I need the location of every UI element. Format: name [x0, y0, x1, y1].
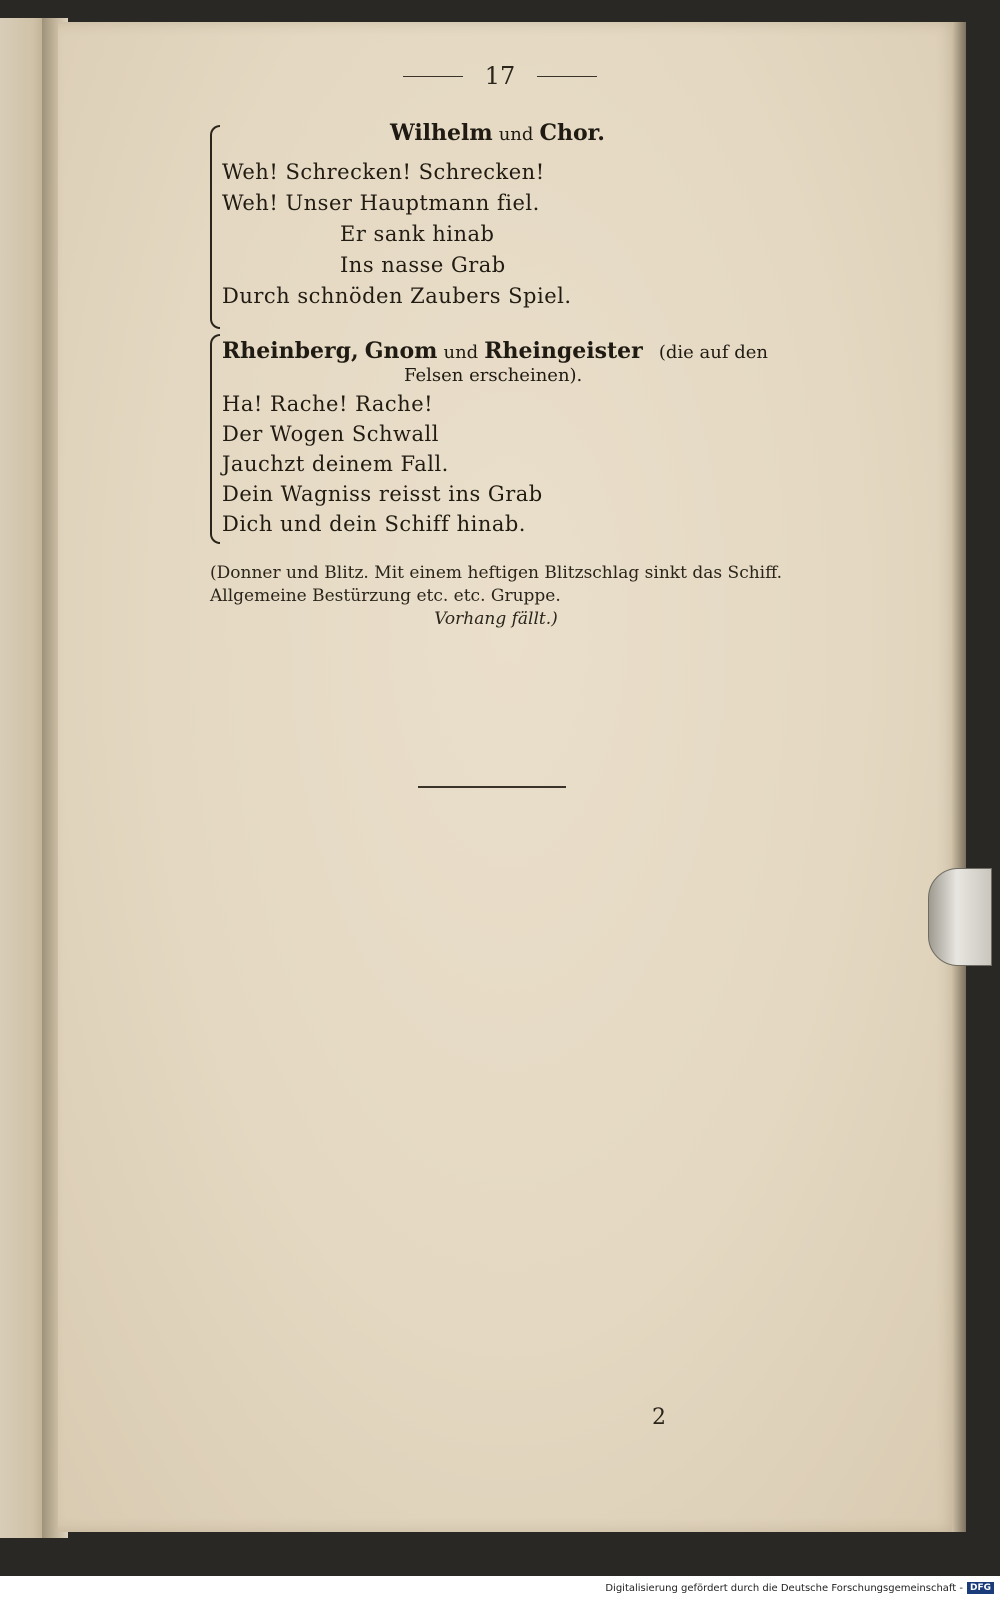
page-header [390, 58, 610, 94]
section-divider [418, 786, 566, 788]
verse-line: Weh! Schrecken! Schrecken! [222, 160, 545, 184]
verse-bracket-2 [210, 334, 220, 544]
speaker-heading-2 [222, 338, 768, 364]
funding-credit: Digitalisierung gefördert durch die Deutsche Forschungsgemeinschaft - [605, 1582, 963, 1594]
stage-direction-text: Felsen erscheinen). [404, 365, 583, 386]
verse-bracket-1 [210, 125, 220, 329]
stage-direction-inline: (die auf den [658, 342, 768, 363]
speaker-conjunction: und [443, 342, 479, 363]
stage-direction-inline-cont [404, 364, 582, 386]
stage-direction-text: (Donner und Blitz. Mit einem heftigen Blitzschlag sinkt das Schiff. Allgemeine Bestürzung etc. etc. Gruppe. [210, 563, 782, 606]
verse-line: Er sank hinab [340, 222, 495, 246]
verse-line: Ha! Rache! Rache! [222, 392, 434, 416]
dfg-logo: DFG [967, 1582, 994, 1594]
verse-line: Dein Wagniss reisst ins Grab [222, 482, 543, 506]
verse-line: Der Wogen Schwall [222, 422, 439, 446]
speaker-heading-1 [390, 120, 605, 146]
verse-line: Weh! Unser Hauptmann fiel. [222, 191, 540, 215]
stage-direction-curtain: Vorhang fällt.) [434, 609, 558, 629]
speaker-rheingeister: Rheingeister [484, 338, 643, 364]
stage-direction [210, 562, 782, 631]
speaker-conjunction: und [498, 124, 534, 145]
page-edge-shadow [952, 22, 966, 1532]
signature-mark: 2 [652, 1405, 666, 1430]
speaker-chor: Chor. [539, 120, 605, 146]
header-rule-left [403, 76, 463, 77]
footer-bar [0, 1576, 1000, 1600]
speaker-rheinberg: Rheinberg, [222, 338, 359, 364]
verse-line: Durch schnöden Zaubers Spiel. [222, 284, 572, 308]
speaker-gnom: Gnom [364, 338, 438, 364]
header-rule-right [537, 76, 597, 77]
page-clip [928, 868, 992, 966]
book-page [58, 22, 958, 1532]
verse-line: Jauchzt deinem Fall. [222, 452, 449, 476]
verse-line: Dich und dein Schiff hinab. [222, 512, 526, 536]
speaker-wilhelm: Wilhelm [390, 120, 493, 146]
verse-line: Ins nasse Grab [340, 253, 506, 277]
page-number: 17 [484, 62, 516, 90]
